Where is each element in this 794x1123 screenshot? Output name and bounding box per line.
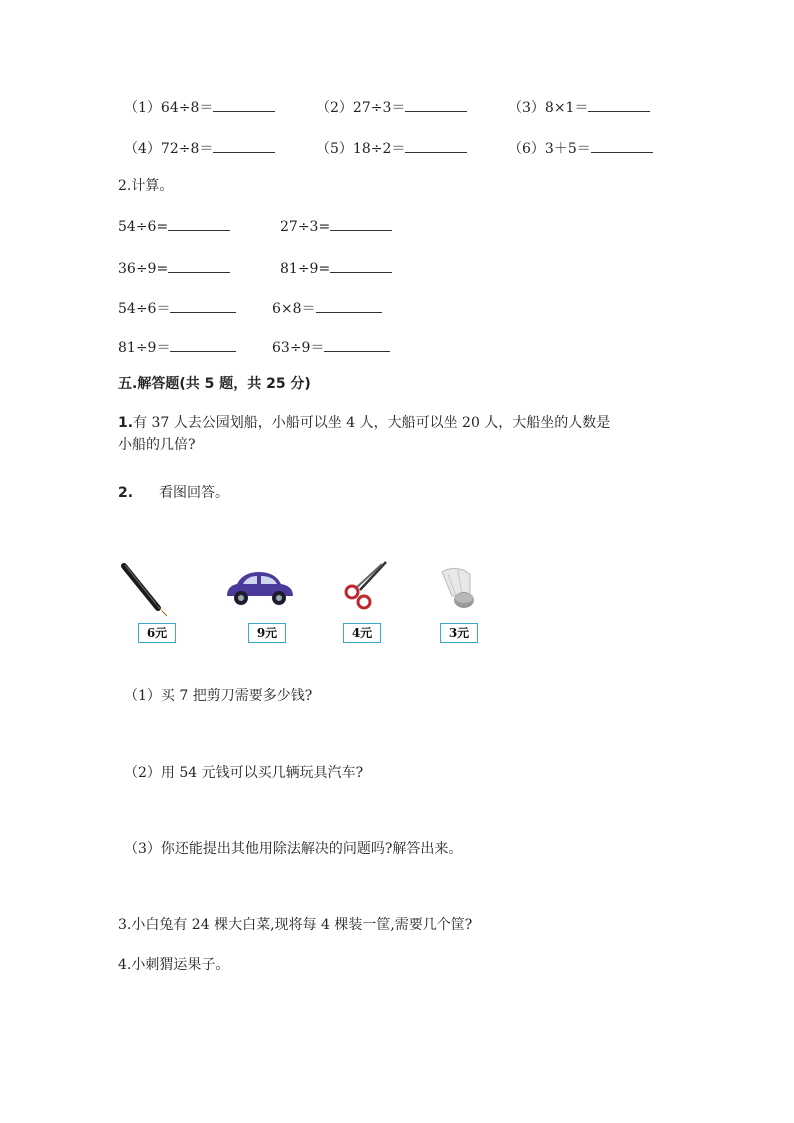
sub-question-2: （2）用 54 元钱可以买几辆玩具汽车?	[124, 765, 364, 781]
q1-item-1-text: （1）64÷8＝	[124, 100, 214, 116]
q2-item-text: 81÷9=	[280, 261, 331, 277]
q1-item-3-text: （3）8×1＝	[508, 100, 589, 116]
q2-item-text: 54÷6＝	[118, 301, 171, 317]
problem-1-line1: 有 37 人去公园划船，小船可以坐 4 人，大船可以坐 20 人，大船坐的人数是	[133, 415, 611, 431]
answer-blank[interactable]	[170, 337, 236, 352]
q2-item	[118, 216, 230, 236]
price-tag-pen: 6元	[138, 623, 176, 643]
problem-2	[118, 484, 229, 502]
q1-item-6-text: （6）3＋5＝	[508, 141, 591, 157]
answer-blank[interactable]	[168, 216, 230, 231]
q2-item-text: 27÷3=	[280, 219, 331, 235]
q2-title: 2.计算。	[118, 178, 174, 194]
q2-item-text: 36÷9=	[118, 261, 169, 277]
q1-item-3	[508, 97, 650, 117]
answer-blank[interactable]	[168, 258, 230, 273]
q1-item-5	[316, 138, 467, 158]
toy-car-icon	[223, 568, 297, 608]
q1-item-2	[316, 97, 467, 117]
q1-item-1	[124, 97, 275, 117]
problem-1	[118, 414, 610, 432]
pen-icon	[118, 560, 174, 620]
q1-item-5-text: （5）18÷2＝	[316, 141, 406, 157]
q2-item	[118, 337, 236, 357]
q2-item	[272, 337, 390, 357]
scissors-icon	[342, 560, 388, 610]
answer-blank[interactable]	[405, 97, 467, 112]
q2-item	[280, 216, 392, 236]
problem-1-number: 1.	[118, 415, 134, 431]
shuttlecock-icon	[436, 566, 482, 612]
q2-item	[272, 298, 382, 318]
q2-item-text: 81÷9＝	[118, 340, 171, 356]
answer-blank[interactable]	[588, 97, 650, 112]
section-title: 五.解答题(共 5 题，共 25 分)	[118, 376, 311, 392]
problem-3: 3.小白兔有 24 棵大白菜,现将每 4 棵装一筐,需要几个筐?	[118, 917, 473, 933]
answer-blank[interactable]	[330, 258, 392, 273]
problem-1-line2: 小船的几倍?	[118, 437, 196, 453]
q1-item-6	[508, 138, 653, 158]
answer-blank[interactable]	[316, 298, 382, 313]
q2-item	[118, 258, 230, 278]
problem-2-text: 看图回答。	[159, 485, 230, 501]
problem-4: 4.小刺猬运果子。	[118, 957, 230, 973]
price-tag-car: 9元	[248, 623, 286, 643]
answer-blank[interactable]	[591, 138, 653, 153]
price-tag-scissors: 4元	[343, 623, 381, 643]
answer-blank[interactable]	[330, 216, 392, 231]
q2-item-text: 54÷6=	[118, 219, 169, 235]
q1-item-2-text: （2）27÷3＝	[316, 100, 406, 116]
price-tag-shuttlecock: 3元	[440, 623, 478, 643]
sub-question-3: （3）你还能提出其他用除法解决的问题吗?解答出来。	[124, 841, 463, 857]
q2-item-text: 63÷9＝	[272, 340, 325, 356]
answer-blank[interactable]	[170, 298, 236, 313]
q2-item	[280, 258, 392, 278]
answer-blank[interactable]	[213, 97, 275, 112]
answer-blank[interactable]	[405, 138, 467, 153]
q2-item	[118, 298, 236, 318]
answer-blank[interactable]	[324, 337, 390, 352]
problem-2-number: 2.	[118, 485, 134, 501]
answer-blank[interactable]	[213, 138, 275, 153]
q2-item-text: 6×8＝	[272, 301, 316, 317]
q1-item-4-text: （4）72÷8＝	[124, 141, 214, 157]
q1-item-4	[124, 138, 275, 158]
sub-question-1: （1）买 7 把剪刀需要多少钱?	[124, 688, 313, 704]
